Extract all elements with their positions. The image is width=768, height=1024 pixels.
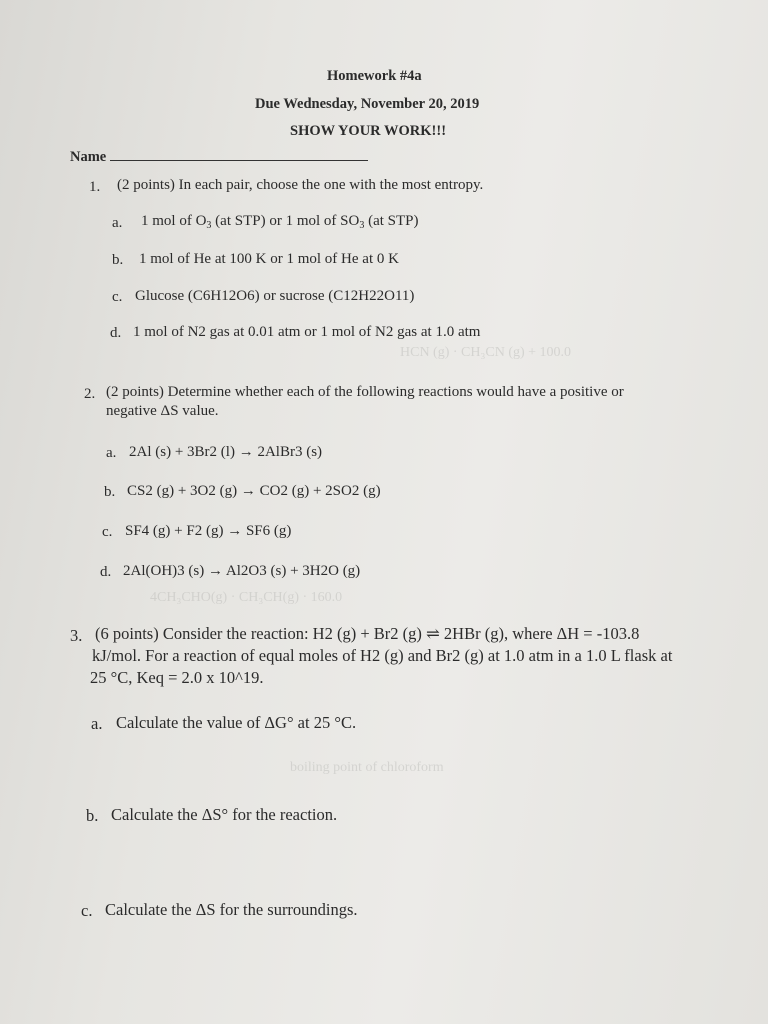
- due-date: Due Wednesday, November 20, 2019: [255, 96, 480, 112]
- q1-item-c: Glucose (C6H12O6) or sucrose (C12H22O11): [135, 288, 415, 304]
- q3-item-a: Calculate the value of ΔG° at 25 °C.: [116, 713, 357, 732]
- q2-prompt-line2: negative ΔS value.: [106, 403, 219, 419]
- q3-item-letter: a.: [91, 714, 103, 733]
- show-through-text: 4CH₃CHO(g) · CH₃CH(g) · 160.0: [150, 590, 343, 605]
- q2-prompt-line1: (2 points) Determine whether each of the following reactions would have a positive or: [106, 384, 624, 400]
- name-blank-line: [110, 160, 368, 161]
- q3-item-c: Calculate the ΔS for the surroundings.: [105, 900, 358, 919]
- q2-item-letter: c.: [102, 524, 113, 540]
- q3-prompt-line3: 25 °C, Keq = 2.0 x 10^19.: [90, 668, 264, 687]
- q3-item-b: Calculate the ΔS° for the reaction.: [111, 805, 338, 824]
- show-through-text: boiling point of chloroform: [290, 760, 444, 775]
- q3-prompt-line1: (6 points) Consider the reaction: H2 (g) + Br2 (g) ⇌ 2HBr (g), where ΔH = -103.8: [95, 624, 640, 643]
- q3-prompt-line2: kJ/mol. For a reaction of equal moles of H2 (g) and Br2 (g) at 1.0 atm in a 1.0 L flask at: [92, 646, 673, 665]
- q2-item-b: CS2 (g) + 3O2 (g) → CO2 (g) + 2SO2 (g): [127, 483, 381, 499]
- name-label: Name: [70, 149, 107, 165]
- q2-number: 2.: [84, 386, 96, 402]
- q2-item-a: 2Al (s) + 3Br2 (l) → 2AlBr3 (s): [129, 444, 323, 460]
- show-through-text: HCN (g) · CH₃CN (g) + 100.0: [400, 345, 572, 360]
- q3-item-letter: b.: [86, 806, 99, 825]
- q1-item-d: 1 mol of N2 gas at 0.01 atm or 1 mol of N2 gas at 1.0 atm: [133, 324, 481, 340]
- q2-item-letter: a.: [106, 445, 117, 461]
- q1-item-letter: a.: [112, 215, 123, 231]
- q3-item-letter: c.: [81, 901, 93, 920]
- q1-item-letter: d.: [110, 325, 122, 341]
- q2-item-d: 2Al(OH)3 (s) → Al2O3 (s) + 3H2O (g): [123, 563, 361, 579]
- q2-item-c: SF4 (g) + F2 (g) → SF6 (g): [125, 523, 292, 539]
- homework-title: Homework #4a: [327, 68, 422, 84]
- q2-item-letter: d.: [100, 564, 112, 580]
- q2-item-letter: b.: [104, 484, 116, 500]
- q1-item-a: 1 mol of $O_3$ (at STP) or 1 mol of $SO_3$ (at STP): [141, 213, 419, 231]
- q1-prompt: (2 points) In each pair, choose the one with the most entropy.: [117, 177, 484, 193]
- show-work-instruction: SHOW YOUR WORK!!!: [290, 123, 447, 139]
- q1-item-letter: b.: [112, 252, 124, 268]
- q1-item-letter: c.: [112, 289, 123, 305]
- q3-number: 3.: [70, 626, 83, 645]
- q1-number: 1.: [89, 179, 101, 195]
- q1-item-b: 1 mol of He at 100 K or 1 mol of He at 0 K: [139, 251, 399, 267]
